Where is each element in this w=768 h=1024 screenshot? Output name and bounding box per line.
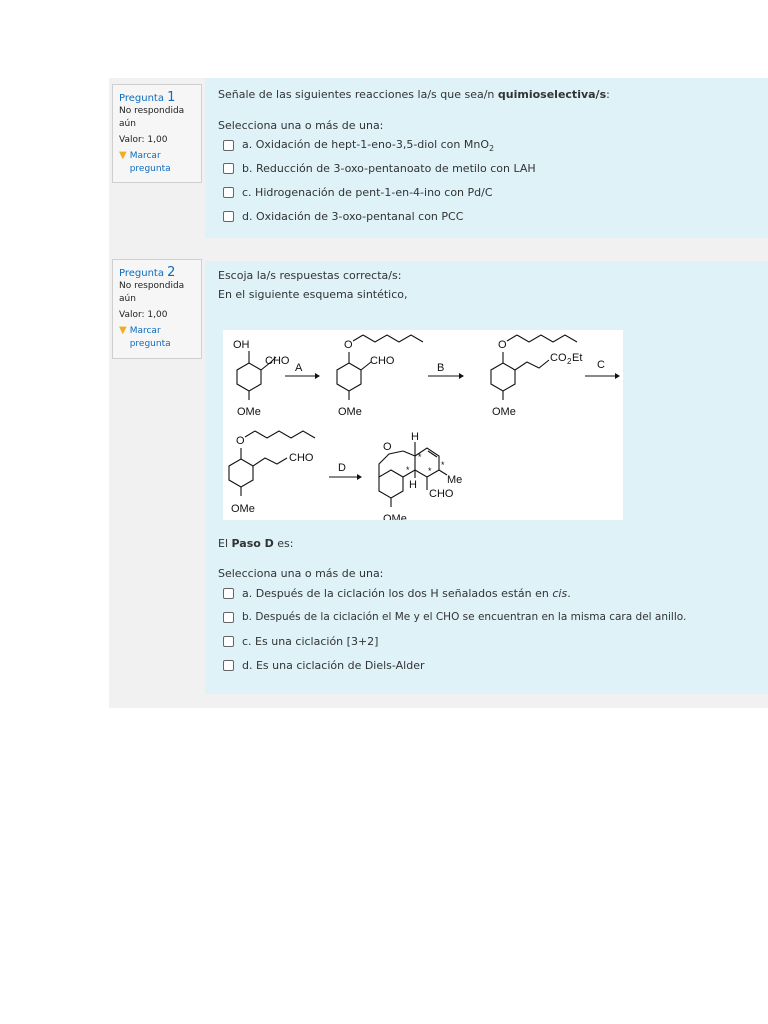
question-1-option-c[interactable]: c. Hidrogenación de pent-1-en-4-ino con Pd/C	[223, 186, 493, 199]
checkbox[interactable]	[223, 660, 234, 671]
quiz-page	[109, 78, 768, 708]
svg-text:CHO: CHO	[289, 452, 314, 464]
question-1-status: No respondida aún	[119, 106, 185, 129]
svg-text:O: O	[383, 441, 392, 453]
cho-label: CHO	[265, 355, 290, 367]
question-1-value: Valor: 1,00	[119, 135, 168, 145]
flag-question-2-button[interactable]: ▼ Marcar pregunta	[119, 325, 171, 349]
question-1-number: Pregunta 1	[119, 90, 176, 105]
question-2-prompt-line-1: Escoja la/s respuestas correcta/s:	[218, 269, 402, 282]
compound-2	[337, 335, 423, 418]
question-2-status: No respondida aún	[119, 281, 185, 304]
question-2-content	[205, 261, 768, 694]
question-1-content	[205, 78, 768, 238]
compound-5	[379, 431, 462, 520]
question-2-option-a[interactable]: a. Después de la ciclación los dos H señalados están en cis.	[223, 587, 571, 600]
svg-text:OMe: OMe	[492, 406, 516, 418]
step-c-label: C	[597, 359, 605, 371]
step-a-label: A	[295, 362, 303, 374]
flag-icon: ▼	[119, 325, 127, 336]
svg-text:OMe: OMe	[231, 503, 255, 515]
question-2-prompt-line-2: En el siguiente esquema sintético,	[218, 288, 408, 301]
svg-text:CHO: CHO	[429, 488, 454, 500]
checkbox[interactable]	[223, 211, 234, 222]
step-d-label: D	[338, 462, 346, 474]
svg-text:*: *	[428, 466, 432, 476]
synthetic-scheme-image	[223, 330, 623, 520]
question-2-option-c[interactable]: c. Es una ciclación [3+2]	[223, 635, 378, 648]
svg-text:O: O	[344, 339, 353, 351]
checkbox[interactable]	[223, 612, 234, 623]
question-2-option-b[interactable]: b. Después de la ciclación el Me y el CHO se encuentran en la misma cara del anillo.	[223, 611, 686, 623]
compound-1	[233, 339, 290, 418]
compound-3	[491, 335, 582, 418]
question-1-instruction: Selecciona una o más de una:	[218, 119, 384, 132]
compound-4	[229, 431, 315, 515]
svg-text:O: O	[236, 435, 245, 447]
svg-text:*: *	[441, 460, 445, 470]
checkbox[interactable]	[223, 163, 234, 174]
question-2-number: Pregunta 2	[119, 265, 176, 280]
question-1-option-a[interactable]: a. Oxidación de hept-1-eno-3,5-diol con MnO$_2$	[223, 138, 494, 153]
question-1-option-b[interactable]: b. Reducción de 3-oxo-pentanoato de metilo con LAH	[223, 162, 536, 175]
svg-text:*: *	[406, 465, 410, 475]
question-1-prompt: Señale de las siguientes reacciones la/s que sea/n quimioselectiva/s:	[218, 88, 610, 101]
question-1-info	[112, 84, 202, 183]
svg-text:O: O	[498, 339, 507, 351]
question-2-info	[112, 259, 202, 359]
svg-text:OMe: OMe	[383, 513, 407, 520]
svg-text:Et: Et	[572, 352, 583, 364]
svg-text:OMe: OMe	[338, 406, 362, 418]
checkbox[interactable]	[223, 588, 234, 599]
checkbox[interactable]	[223, 636, 234, 647]
ome-label: OMe	[237, 406, 261, 418]
svg-text:H: H	[411, 431, 419, 443]
svg-text:CHO: CHO	[370, 355, 395, 367]
oh-label: OH	[233, 339, 250, 351]
svg-text:CO: CO	[550, 352, 567, 364]
flag-question-1-button[interactable]: ▼ Marcar pregunta	[119, 150, 171, 174]
svg-text:*: *	[418, 452, 422, 462]
question-2-value: Valor: 1,00	[119, 310, 168, 320]
checkbox[interactable]	[223, 140, 234, 151]
svg-text:Me: Me	[447, 474, 463, 486]
question-2-instruction: Selecciona una o más de una:	[218, 567, 384, 580]
step-b-label: B	[437, 362, 445, 374]
flag-icon: ▼	[119, 150, 127, 161]
question-2-step-text: El Paso D es:	[218, 537, 294, 550]
question-2-option-d[interactable]: d. Es una ciclación de Diels-Alder	[223, 659, 425, 672]
checkbox[interactable]	[223, 187, 234, 198]
svg-text:2: 2	[567, 357, 572, 366]
question-1-option-d[interactable]: d. Oxidación de 3-oxo-pentanal con PCC	[223, 210, 463, 223]
svg-text:H: H	[409, 479, 417, 491]
